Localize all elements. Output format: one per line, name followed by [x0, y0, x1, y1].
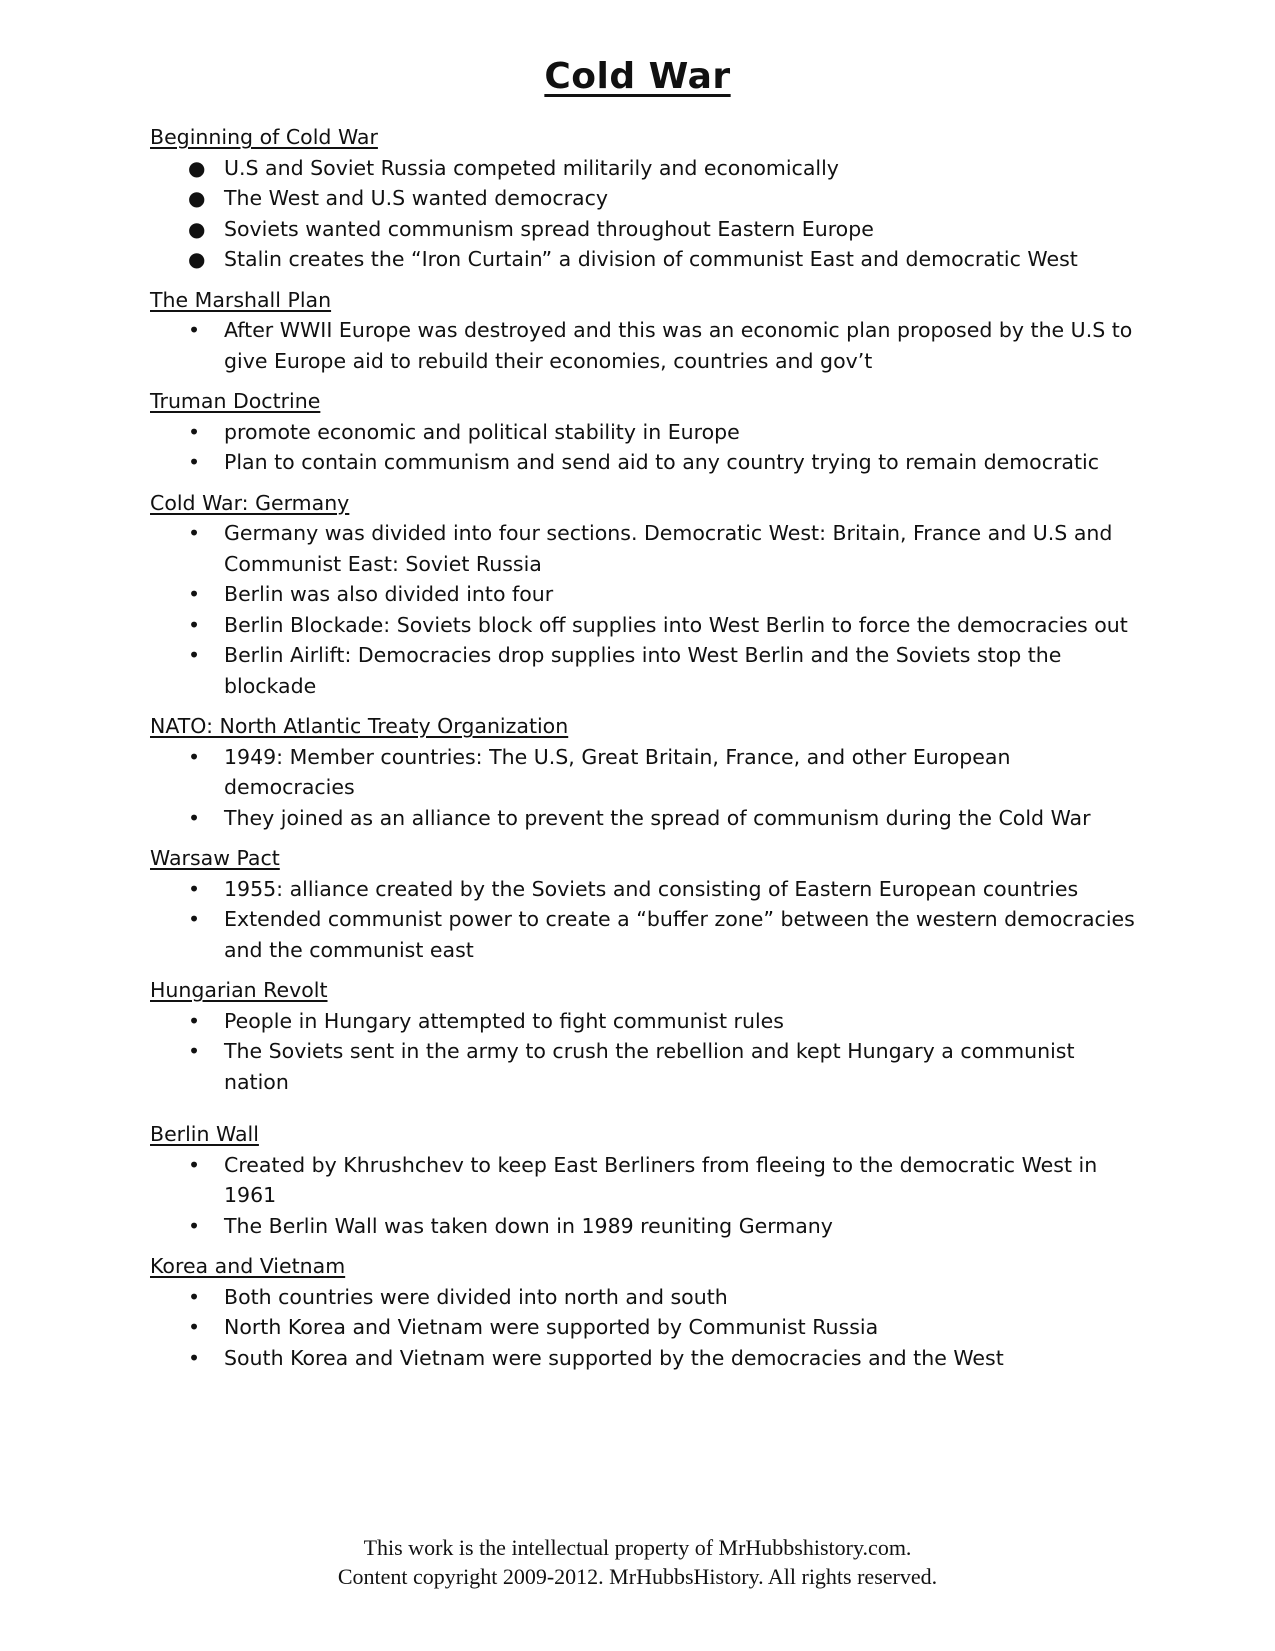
section-heading: Cold War: Germany [150, 490, 350, 515]
list-item: • North Korea and Vietnam were supported by Communist Russia [150, 1312, 1140, 1343]
bullet-icon: • [188, 744, 201, 769]
list-item: • They joined as an alliance to prevent the spread of communism during the Cold War [150, 803, 1140, 834]
bullet-icon: • [188, 876, 201, 901]
section-heading: The Marshall Plan [150, 287, 332, 312]
list-item: • Plan to contain communism and send aid to any country trying to remain democratic [150, 447, 1140, 478]
bullet-list [150, 315, 1140, 376]
section-berlin-wall [150, 1119, 1140, 1241]
list-item: • 1955: alliance created by the Soviets and consisting of Eastern European countries [150, 874, 1140, 905]
list-item: • 1949: Member countries: The U.S, Great Britain, France, and other European democracies [150, 742, 1140, 803]
bullet-icon: ● [188, 155, 206, 180]
section-heading: Korea and Vietnam [150, 1254, 346, 1278]
bullet-list [150, 742, 1140, 834]
list-item: • Created by Khrushchev to keep East Berliners from fleeing to the democratic West in 1961 [150, 1150, 1140, 1211]
document-content [150, 122, 1140, 1383]
list-item: • Berlin Blockade: Soviets block off supplies into West Berlin to force the democracies out [150, 610, 1140, 641]
list-item: • The Soviets sent in the army to crush the rebellion and kept Hungary a communist nation [150, 1036, 1140, 1097]
list-item: • Extended communist power to create a “buffer zone” between the western democracies and the communist east [150, 904, 1140, 965]
bullet-icon: • [188, 1213, 201, 1238]
bullet-icon: • [188, 521, 201, 545]
section-hungarian-revolt [150, 975, 1140, 1097]
bullet-icon: • [188, 907, 201, 931]
section-truman-doctrine [150, 386, 1140, 478]
bullet-icon: • [188, 1039, 201, 1063]
section-heading: Hungarian Revolt [150, 978, 328, 1002]
bullet-icon: ● [188, 247, 206, 271]
section-marshall-plan [150, 285, 1140, 377]
bullet-icon: ● [188, 216, 206, 241]
section-beginning-of-cold-war [150, 122, 1140, 275]
section-heading: NATO: North Atlantic Treaty Organization [150, 714, 569, 738]
bullet-icon: • [188, 1152, 201, 1177]
list-item: • Germany was divided into four sections. Democratic West: Britain, France and U.S and Communist East: Soviet Russia [150, 518, 1140, 579]
list-item: • Both countries were divided into north and south [150, 1282, 1140, 1313]
bullet-icon: • [188, 612, 201, 637]
section-cold-war-germany [150, 488, 1140, 702]
section-heading: Warsaw Pact [150, 846, 280, 870]
footer-ownership-line: This work is the intellectual property of MrHubbshistory.com. [363, 1535, 912, 1560]
bullet-icon: • [188, 582, 201, 606]
bullet-icon: • [188, 1284, 201, 1309]
bullet-list [150, 1150, 1140, 1242]
bullet-icon: • [188, 450, 201, 474]
section-korea-and-vietnam [150, 1251, 1140, 1373]
bullet-list [150, 153, 1140, 275]
bullet-icon: • [188, 419, 201, 444]
bullet-list [150, 518, 1140, 701]
bullet-list [150, 1006, 1140, 1098]
section-warsaw-pact [150, 843, 1140, 965]
list-item: • promote economic and political stability in Europe [150, 417, 1140, 448]
section-nato [150, 711, 1140, 833]
footer-copyright-line: Content copyright 2009-2012. MrHubbsHistory. All rights reserved. [337, 1564, 938, 1589]
page-title: Cold War [544, 56, 731, 97]
list-item: ● The West and U.S wanted democracy [150, 183, 1140, 214]
list-item: • Berlin was also divided into four [150, 579, 1140, 610]
bullet-icon: • [188, 643, 201, 667]
list-item: • The Berlin Wall was taken down in 1989 reuniting Germany [150, 1211, 1140, 1242]
bullet-list [150, 874, 1140, 966]
bullet-list [150, 1282, 1140, 1374]
list-item: • People in Hungary attempted to fight communist rules [150, 1006, 1140, 1037]
list-item: • After WWII Europe was destroyed and this was an economic plan proposed by the U.S to give Europe aid to rebuild their economies, countries and gov’t [150, 315, 1140, 376]
bullet-icon: ● [188, 186, 206, 210]
bullet-list [150, 417, 1140, 478]
list-item: ● U.S and Soviet Russia competed militarily and economically [150, 153, 1140, 184]
bullet-icon: • [188, 805, 201, 830]
list-item: ● Soviets wanted communism spread throughout Eastern Europe [150, 214, 1140, 245]
section-heading: Berlin Wall [150, 1122, 259, 1146]
bullet-icon: • [188, 1008, 201, 1033]
bullet-icon: • [188, 1315, 201, 1339]
section-heading: Truman Doctrine [150, 389, 321, 413]
section-heading: Beginning of Cold War [150, 125, 378, 149]
bullet-icon: • [188, 318, 201, 342]
list-item: • South Korea and Vietnam were supported by the democracies and the West [150, 1343, 1140, 1374]
list-item: ● Stalin creates the “Iron Curtain” a division of communist East and democratic West [150, 244, 1140, 275]
list-item: • Berlin Airlift: Democracies drop supplies into West Berlin and the Soviets stop the blockade [150, 640, 1140, 701]
bullet-icon: • [188, 1345, 201, 1370]
